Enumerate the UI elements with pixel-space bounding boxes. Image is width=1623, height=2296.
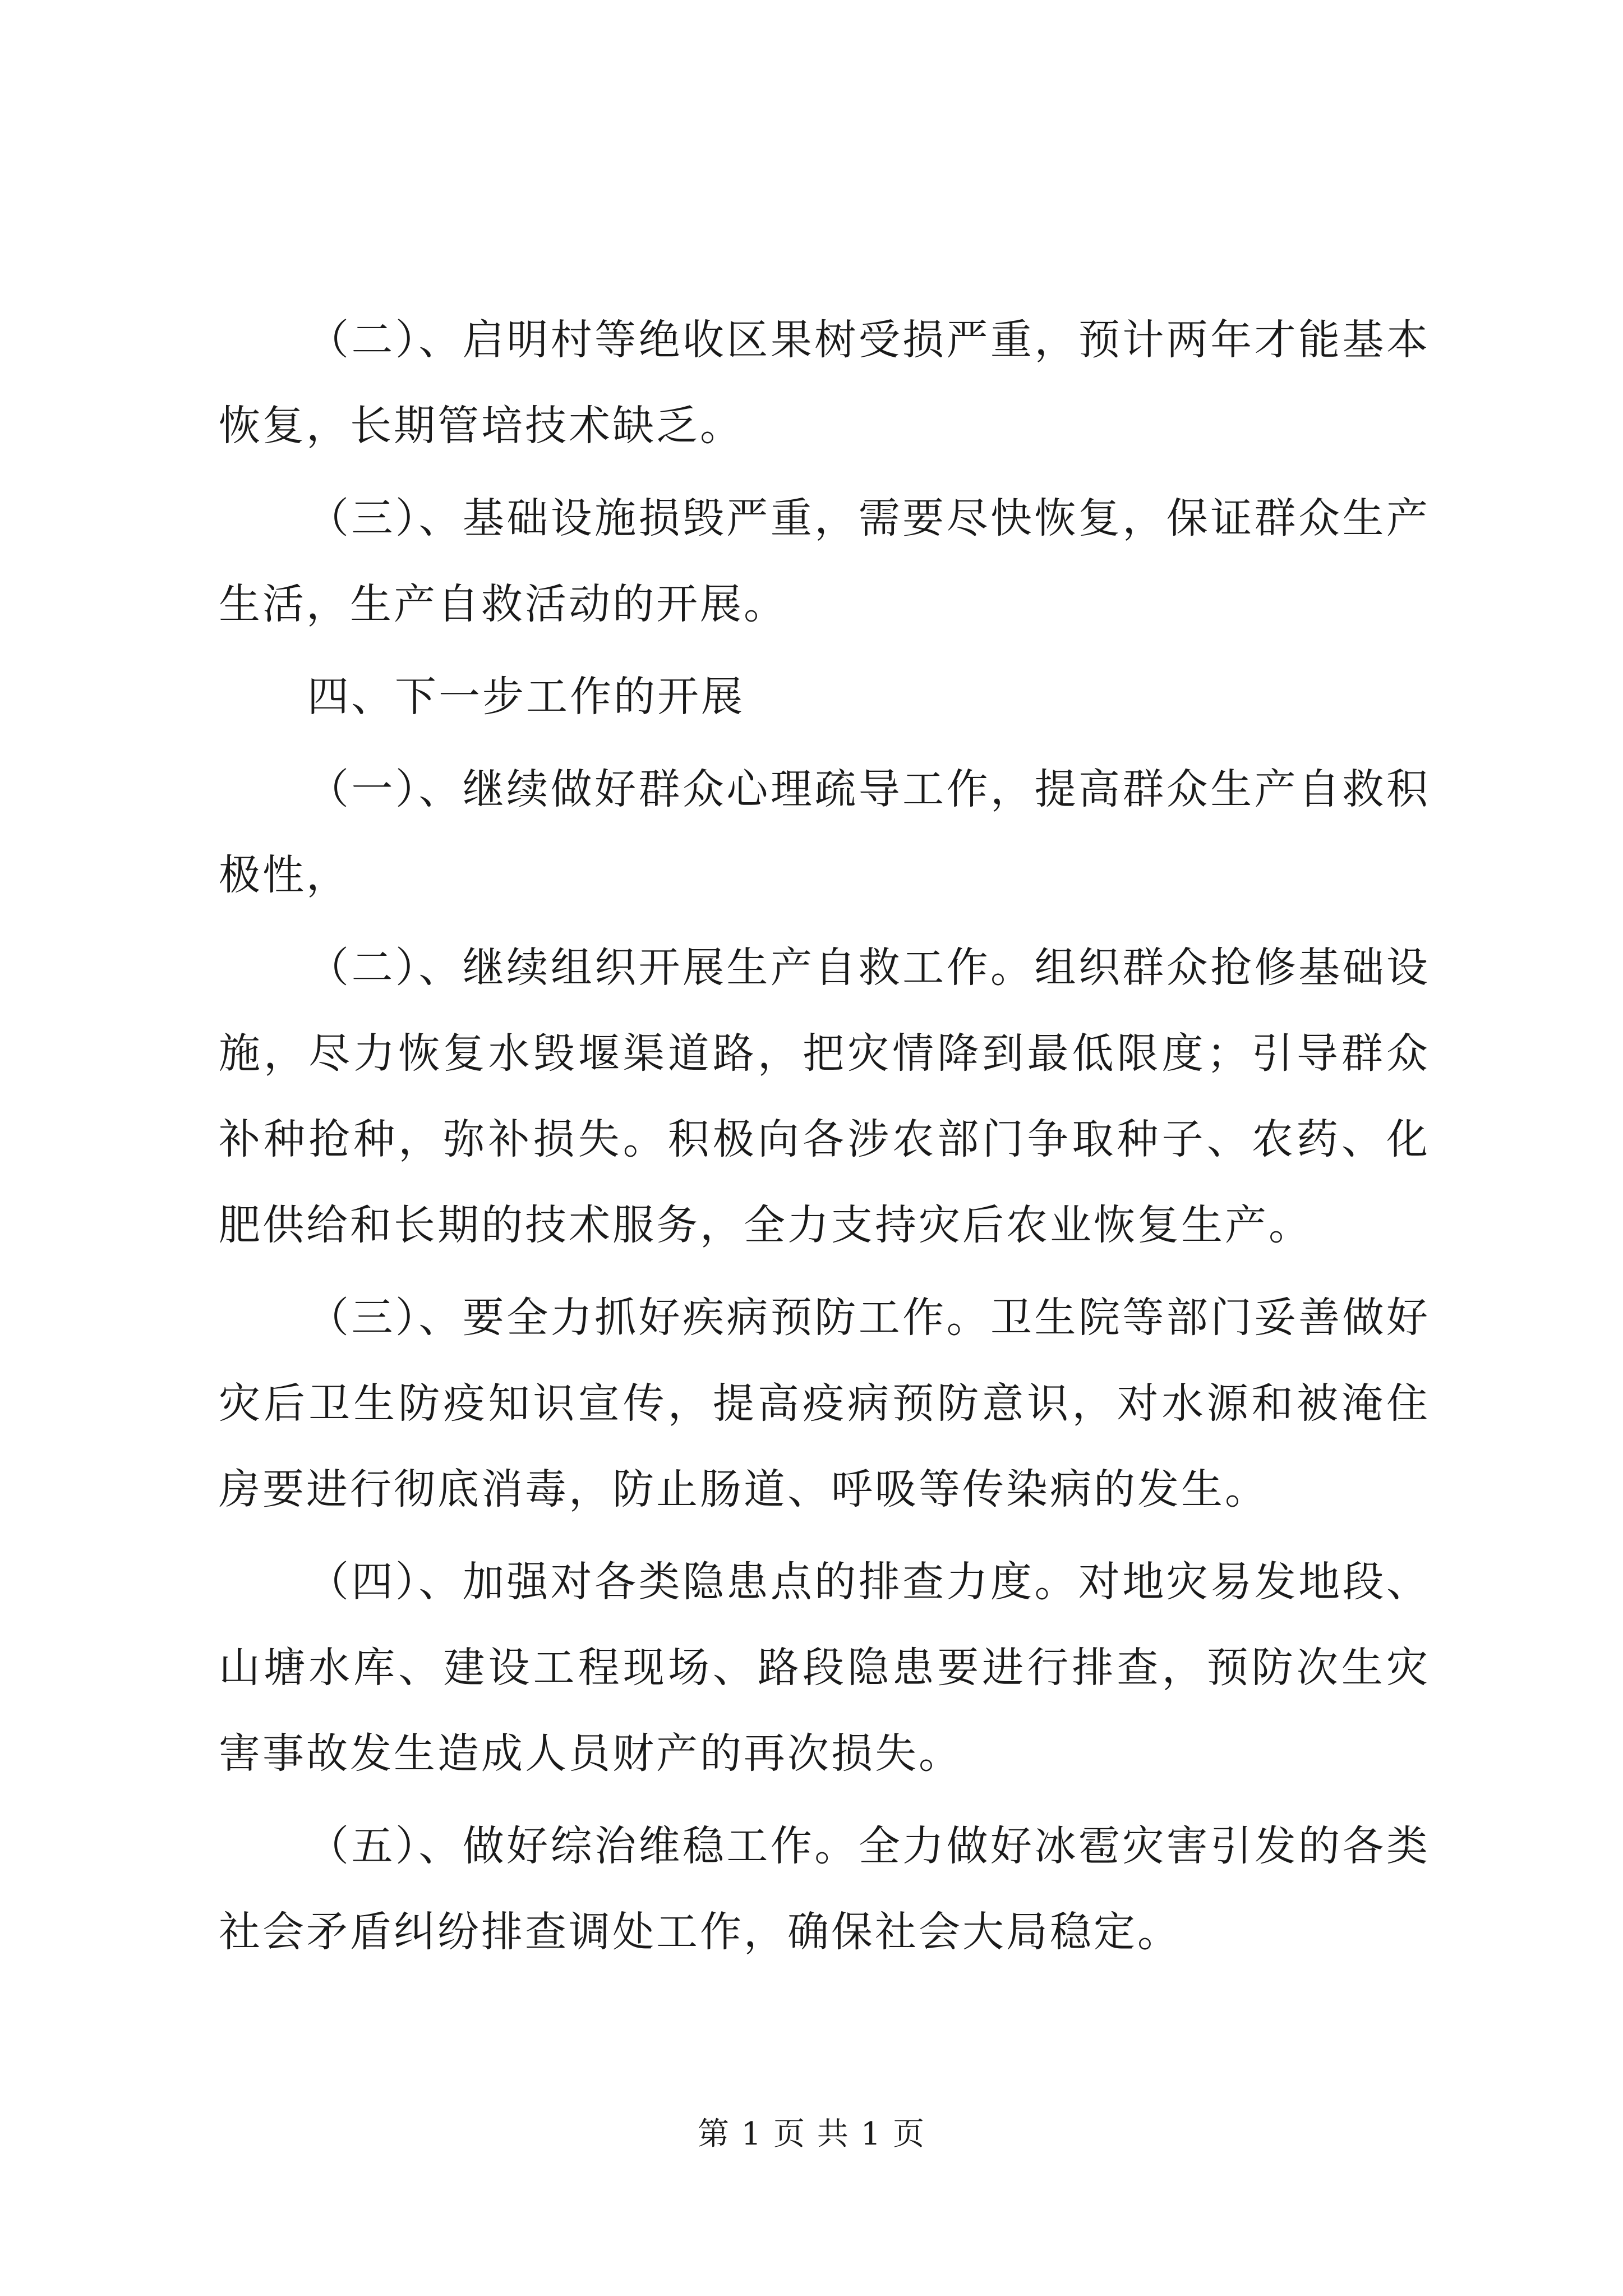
section-heading-next-steps: 四、下一步工作的开展 [307,673,745,721]
paragraph-next-1-counseling: （一）、继续做好群众心理疏导工作，提高群众生产自救积极性， [219,765,1430,899]
paragraph-next-3-disease-prevention: （三）、要全力抓好疾病预防工作。卫生院等部门妥善做好灾后卫生防疫知识宣传，提高疫病预防意识，对水源和被淹住房要进行彻底消毒，防止肠道、呼吸等传染病的发生。 [219,1294,1430,1513]
page-footer: 第 1 页 共 1 页 [697,2116,926,2152]
paragraph-next-4-hazard-inspection: （四）、加强对各类隐患点的排查力度。对地灾易发地段、山塘水库、建设工程现场、路段隐患要进行排查，预防次生灾害事故发生造成人员财产的再次损失。 [219,1558,1430,1778]
paragraph-next-2-self-rescue: （二）、继续组织开展生产自救工作。组织群众抢修基础设施，尽力恢复水毁堰渠道路，把灾情降到最低限度；引导群众补种抢种，弥补损失。积极向各涉农部门争取种子、农药、化肥供给和长期的技术服务，全力支持灾后农业恢复生产。 [219,944,1430,1249]
paragraph-3-infrastructure: （三）、基础设施损毁严重，需要尽快恢复，保证群众生产生活，生产自救活动的开展。 [219,494,1430,628]
paragraph-2-crop-trees: （二）、启明村等绝收区果树受损严重，预计两年才能基本恢复，长期管培技术缺乏。 [219,316,1430,450]
paragraph-next-5-stability: （五）、做好综治维稳工作。全力做好冰雹灾害引发的各类社会矛盾纠纷排查调处工作，确保社会大局稳定。 [219,1822,1430,1956]
document-body [219,297,1430,1982]
